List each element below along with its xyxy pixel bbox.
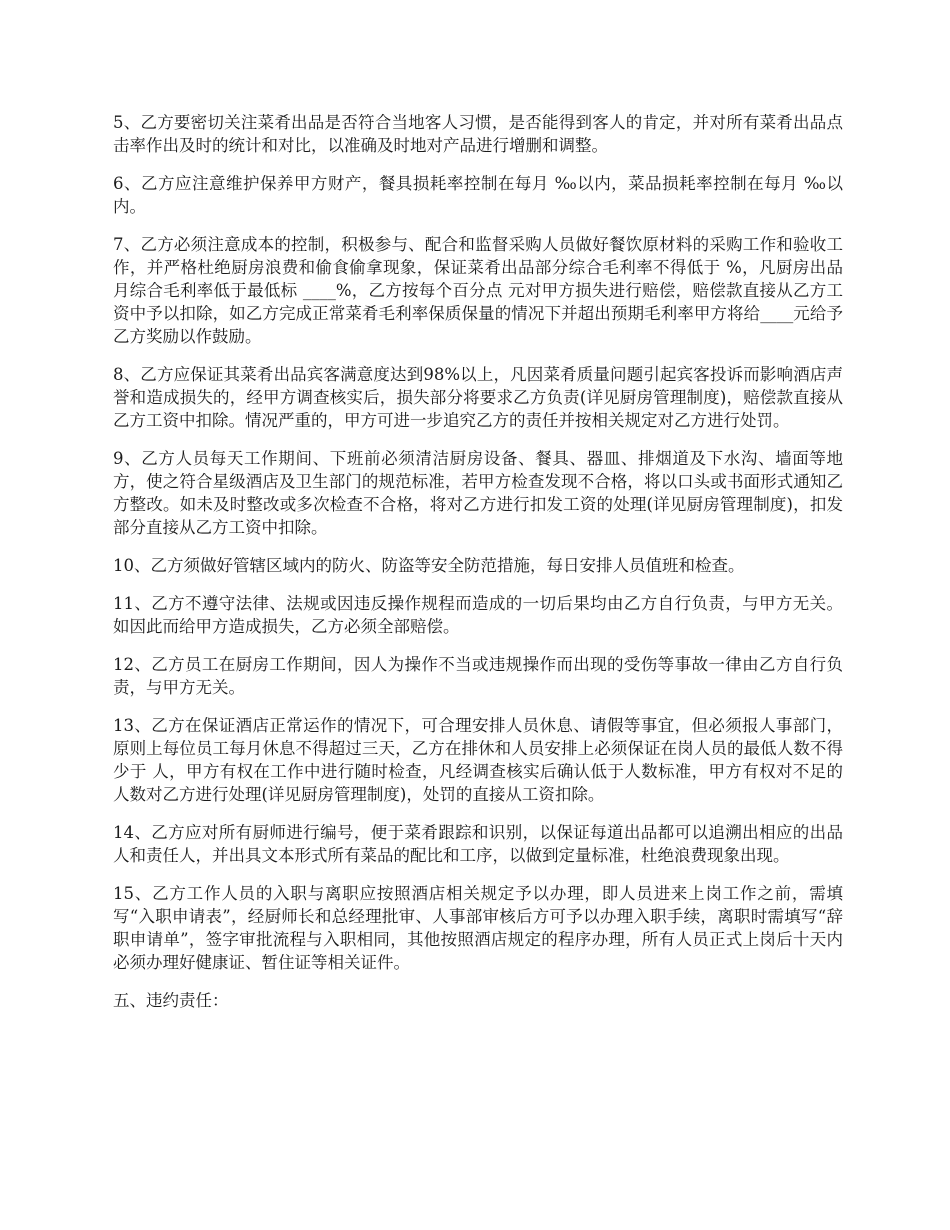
clause-14: 14、乙方应对所有厨师进行编号，便于菜肴跟踪和识别，以保证每道出品都可以追溯出相应的出品人和责任人，并出具文本形式所有菜品的配比和工序，以做到定量标准，杜绝浪费现象出现。 (113, 823, 843, 865)
clause-6: 6、乙方应注意维护保养甲方财产，餐具损耗率控制在每月 ‰以内，菜品损耗率控制在每月 ‰以内。 (113, 174, 843, 216)
section-heading-breach-liability: 五、违约责任： (113, 991, 229, 1010)
clause-15: 15、乙方工作人员的入职与离职应按照酒店相关规定予以办理，即人员进来上岗工作之前，需填写“入职申请表”，经厨师长和总经理批审、人事部审核后方可予以办理入职手续，离职时需填写“辞职申请单”，签字审批流程与入职相同，其他按照酒店规定的程序办理，所有人员正式上岗后十天内必须办理好健康证、暂住证等相关证件。 (113, 884, 843, 972)
clause-10: 10、乙方须做好管辖区域内的防火、防盗等安全防范措施，每日安排人员值班和检查。 (113, 556, 745, 575)
clause-5: 5、乙方要密切关注菜肴出品是否符合当地客人习惯，是否能得到客人的肯定，并对所有菜肴出品点击率作出及时的统计和对比，以准确及时地对产品进行增删和调整。 (113, 113, 843, 155)
document-body (113, 111, 843, 1027)
clause-13: 13、乙方在保证酒店正常运作的情况下，可合理安排人员休息、请假等事宜，但必须报人事部门，原则上每位员工每月休息不得超过三天，乙方在排休和人员安排上必须保证在岗人员的最低人数不得少于 人，甲方有权在工作中进行随时检查，凡经调查核实后确认低于人数标准，甲方有权对不足的人数对乙方进行处理(详见厨房管理制度)，处罚的直接从工资扣除。 (113, 716, 843, 804)
clause-11: 11、乙方不遵守法律、法规或因违反操作规程而造成的一切后果均由乙方自行负责，与甲方无关。如因此而给甲方造成损失，乙方必须全部赔偿。 (113, 594, 843, 636)
clause-9: 9、乙方人员每天工作期间、下班前必须清洁厨房设备、餐具、器皿、排烟道及下水沟、墙面等地方，使之符合星级酒店及卫生部门的规范标准，若甲方检查发现不合格，将以口头或书面形式通知乙方整改。如未及时整改或多次检查不合格，将对乙方进行扣发工资的处理(详见厨房管理制度)，扣发部分直接从乙方工资中扣除。 (113, 449, 843, 537)
clause-8: 8、乙方应保证其菜肴出品宾客满意度达到98%以上，凡因菜肴质量问题引起宾客投诉而影响酒店声誉和造成损失的，经甲方调查核实后，损失部分将要求乙方负责(详见厨房管理制度)，赔偿款直接从乙方工资中扣除。情况严重的，甲方可进一步追究乙方的责任并按相关规定对乙方进行处罚。 (113, 365, 843, 430)
clause-12: 12、乙方员工在厨房工作期间，因人为操作不当或违规操作而出现的受伤等事故一律由乙方自行负责，与甲方无关。 (113, 655, 843, 697)
clause-7: 7、乙方必须注意成本的控制，积极参与、配合和监督采购人员做好餐饮原材料的采购工作和验收工作，并严格杜绝厨房浪费和偷食偷拿现象，保证菜肴出品部分综合毛利率不得低于 %，凡厨房出品月综合毛利率低于最低标 ____%，乙方按每个百分点 元对甲方损失进行赔偿，赔偿款直接从乙方工资中予以扣除，如乙方完成正常菜肴毛利率保质保量的情况下并超出预期毛利率甲方将给____元给予乙方奖励以作鼓励。 (113, 235, 843, 346)
